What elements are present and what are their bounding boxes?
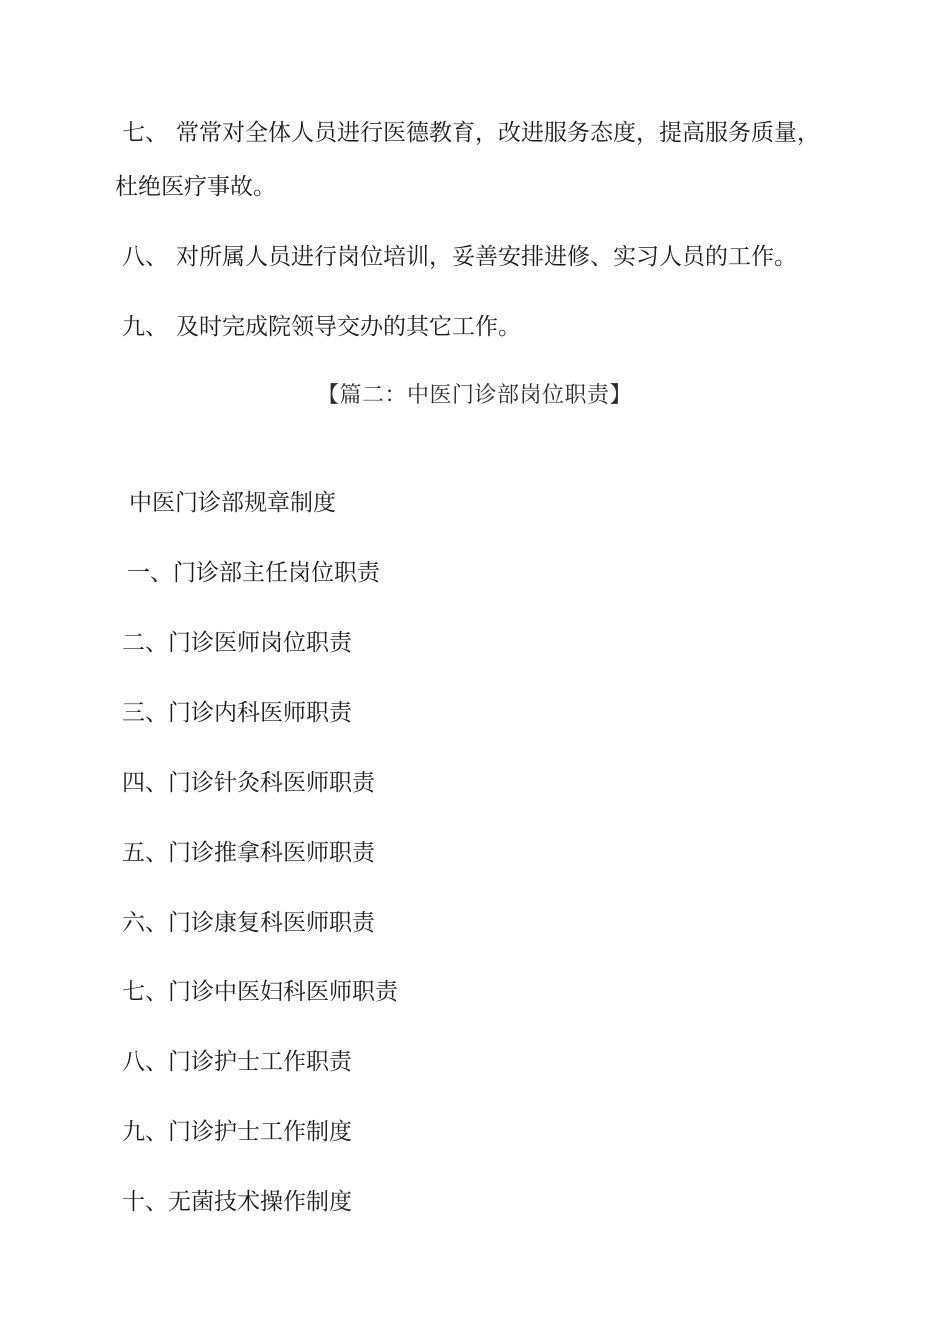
section-heading: 【篇二：中医门诊部岗位职责】 (317, 383, 633, 408)
list-item: 一、门诊部主任岗位职责 (127, 560, 380, 586)
list-item: 七、门诊中医妇科医师职责 (122, 979, 398, 1005)
paragraph-8 (122, 242, 797, 272)
paragraph-7 (122, 118, 820, 148)
rules-title: 中医门诊部规章制度 (129, 490, 336, 516)
paragraph-9 (122, 312, 521, 342)
paragraph-7-continuation (115, 172, 276, 202)
paragraph-number: 七、 (122, 120, 168, 146)
list-item: 四、门诊针灸科医师职责 (122, 770, 375, 796)
list-item: 六、门诊康复科医师职责 (122, 910, 375, 936)
paragraph-text: 对所属人员进行岗位培训，妥善安排进修、实习人员的工作。 (176, 244, 797, 270)
list-item: 九、门诊护士工作制度 (122, 1119, 352, 1145)
list-item: 三、门诊内科医师职责 (122, 700, 352, 726)
paragraph-number: 八、 (122, 244, 168, 270)
paragraph-text: 及时完成院领导交办的其它工作。 (176, 314, 521, 340)
list-item: 五、门诊推拿科医师职责 (122, 840, 375, 866)
paragraph-number: 九、 (122, 314, 168, 340)
list-item: 二、门诊医师岗位职责 (122, 630, 352, 656)
list-item: 十、无菌技术操作制度 (122, 1189, 352, 1215)
list-item: 八、门诊护士工作职责 (122, 1049, 352, 1075)
paragraph-text: 常常对全体人员进行医德教育，改进服务态度，提高服务质量， (176, 120, 820, 146)
paragraph-text: 杜绝医疗事故。 (115, 174, 276, 200)
